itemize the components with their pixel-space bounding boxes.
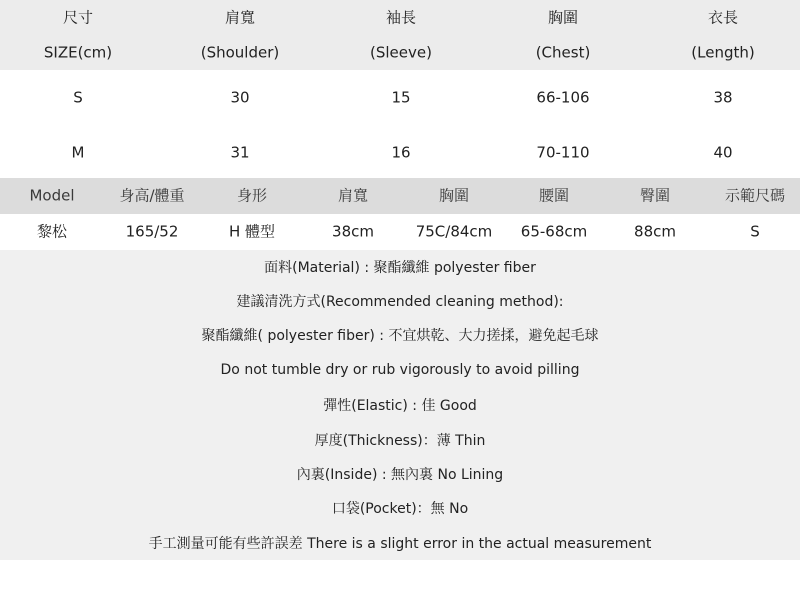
size-s-chest: 66-106 bbox=[536, 88, 590, 107]
model-body-type: H 體型 bbox=[228, 222, 276, 241]
model-header-shoulder: 肩寬 bbox=[337, 186, 369, 205]
model-header-waist: 腰圍 bbox=[538, 186, 570, 205]
model-hip: 88cm bbox=[634, 222, 676, 241]
model-header-height-weight: 身高/體重 bbox=[119, 186, 185, 205]
header-size-zh: 尺寸 bbox=[62, 8, 94, 27]
model-header-chest: 胸圍 bbox=[438, 186, 470, 205]
size-table-body bbox=[0, 70, 800, 178]
size-s-label: S bbox=[73, 88, 83, 107]
model-header-model: Model bbox=[29, 186, 75, 205]
header-length-zh: 衣長 bbox=[707, 8, 739, 27]
inside-info: 內裏(Inside) : 無內裏 No Lining bbox=[296, 467, 504, 483]
thickness-info: 厚度(Thickness)：薄 Thin bbox=[314, 433, 486, 449]
header-size-en: SIZE(cm) bbox=[43, 43, 113, 62]
size-m-sleeve: 16 bbox=[391, 143, 411, 162]
size-m-length: 40 bbox=[713, 143, 733, 162]
pocket-info: 口袋(Pocket)：無 No bbox=[331, 501, 469, 517]
size-s-shoulder: 30 bbox=[230, 88, 250, 107]
material-info: 面料(Material) : 聚酯纖維 polyester fiber bbox=[264, 260, 536, 276]
cleaning-title: 建議清洗方式(Recommended cleaning method): bbox=[236, 294, 564, 310]
header-sleeve-zh: 袖長 bbox=[385, 8, 417, 27]
model-name: 黎松 bbox=[36, 222, 68, 241]
size-table-header bbox=[0, 0, 800, 70]
model-table-body bbox=[0, 214, 800, 250]
size-s-sleeve: 15 bbox=[391, 88, 411, 107]
model-shoulder: 38cm bbox=[332, 222, 374, 241]
model-table-header bbox=[0, 178, 800, 214]
model-chest: 75C/84cm bbox=[415, 222, 493, 241]
measurement-note: 手工測量可能有些許誤差 There is a slight error in the actual measurement bbox=[148, 536, 652, 552]
header-shoulder-zh: 肩寬 bbox=[224, 8, 256, 27]
header-length-en: (Length) bbox=[691, 43, 755, 62]
size-m-label: M bbox=[71, 143, 85, 162]
model-header-body-type: 身形 bbox=[236, 186, 268, 205]
cleaning-instruction-zh: 聚酯纖維( polyester fiber) : 不宜烘乾、大力搓揉，避免起毛球 bbox=[201, 328, 599, 344]
cleaning-instruction-en: Do not tumble dry or rub vigorously to avoid pilling bbox=[220, 362, 580, 378]
size-m-chest: 70-110 bbox=[536, 143, 590, 162]
header-shoulder-en: (Shoulder) bbox=[200, 43, 280, 62]
model-waist: 65-68cm bbox=[520, 222, 588, 241]
model-header-hip: 臀圍 bbox=[639, 186, 671, 205]
model-height-weight: 165/52 bbox=[125, 222, 179, 241]
header-chest-en: (Chest) bbox=[535, 43, 591, 62]
size-m-shoulder: 31 bbox=[230, 143, 250, 162]
product-info-panel bbox=[0, 250, 800, 560]
elastic-info: 彈性(Elastic) : 佳 Good bbox=[323, 398, 477, 414]
header-sleeve-en: (Sleeve) bbox=[370, 43, 432, 62]
model-size: S bbox=[750, 222, 760, 241]
model-header-size: 示範尺碼 bbox=[724, 186, 786, 205]
header-chest-zh: 胸圍 bbox=[547, 8, 579, 27]
size-s-length: 38 bbox=[713, 88, 733, 107]
